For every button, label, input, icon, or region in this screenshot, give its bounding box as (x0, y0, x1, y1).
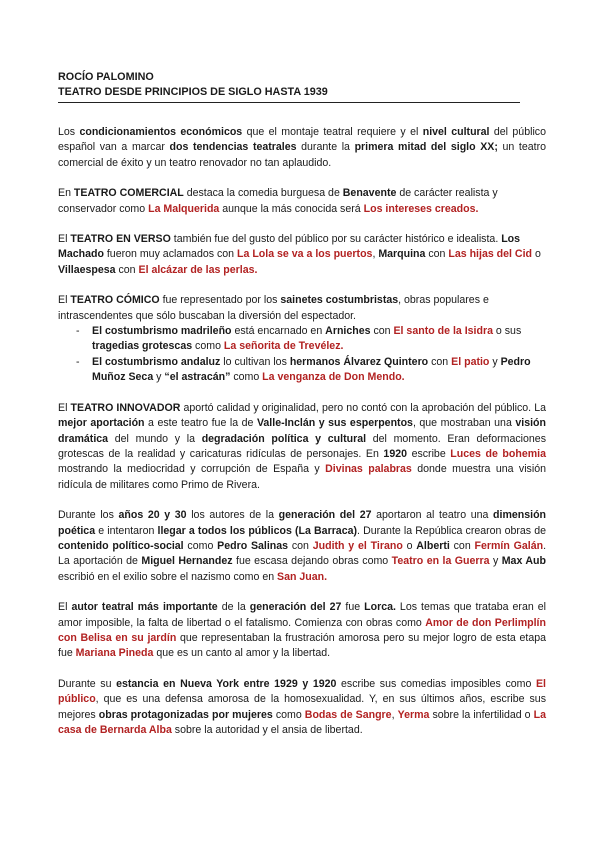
paragraph-teatro-comercial: En TEATRO COMERCIAL destaca la comedia burguesa de Benavente de carácter realista y conservador como La Malquerida aunque la más conocida será Los intereses creados. (58, 187, 498, 215)
paragraph-nueva-york: Durante su estancia en Nueva York entre 1929 y 1920 escribe sus comedias imposibles como El público, que es una defensa amorosa de la homosexualidad. Y, en sus últimos años, escribe sus mejores obras protagonizadas por mujeres como Bodas de Sangre, Yerma sobre la infertilidad o La casa de Bernarda Alba sobre la autoridad y el ansia de libertad. (58, 677, 547, 736)
paragraph-generacion-27: Durante los años 20 y 30 los autores de la generación del 27 aportaron al teatro una dimensión poética e intentaron llegar a todos los públicos (La Barraca). Durante la República crearon obras de contenido político-social como Pedro Salinas con Judith y el Tirano o Alberti con Fermín Galán. La aportación de Miguel Hernandez fue escasa dejando obras como Teatro en la Guerra y Max Aub escribió en el exilio sobre el nazismo como en San Juan. (58, 509, 547, 583)
paragraph-teatro-innovador: El TEATRO INNOVADOR aportó calidad y originalidad, pero no contó con la aprobación del público. La mejor aportación a este teatro fue la de Valle-Inclán y sus esperpentos, que mostraban una visión dramática del mundo y la degradación política y cultural del momento. Eran deformaciones grotescas de la realidad y caricaturas ridículas de personajes. En 1920 escribe Luces de bohemia mostrando la mediocridad y corrupción de España y Divinas palabras donde muestra una visión ridícula de militares como Primo de Rivera. (58, 401, 546, 491)
paragraph-teatro-verso: El TEATRO EN VERSO también fue del gusto del público por su carácter histórico e idealista. Los Machado fueron muy aclamados con La Lola se va a los puertos, Marquina con Las hijas del Cid o Villaespesa con El alcázar de las perlas. (58, 233, 541, 276)
author-name: ROCÍO PALOMINO (58, 71, 154, 83)
list-item: - El costumbrismo andaluz lo cultivan los hermanos Álvarez Quintero con El patio y Pedro Muñoz Seca y “el astracán” como La venganza de Don Mendo. (92, 355, 546, 386)
costumbrismo-list (58, 324, 546, 386)
document-page (58, 70, 546, 738)
document-title: TEATRO DESDE PRINCIPIOS DE SIGLO HASTA 1939 (58, 86, 328, 98)
list-item: - El costumbrismo madrileño está encarnado en Arniches con El santo de la Isidra o sus tragedias grotescas como La señorita de Trevélez. (92, 324, 546, 355)
paragraph-intro: Los condicionamientos económicos que el montaje teatral requiere y el nivel cultural del público español van a marcar dos tendencias teatrales durante la primera mitad del siglo XX; un teatro comercial de éxito y un teatro renovador no tan aplaudido. (58, 126, 546, 169)
paragraph-lorca: El autor teatral más importante de la generación del 27 fue Lorca. Los temas que trataba eran el amor imposible, la falta de libertad o el fatalismo. Comienza con obras como Amor de don Perlimplín con Belisa en su jardín que representaban la frustración amorosa pero su mejor logro de esta etapa fue Mariana Pineda que es un canto al amor y la libertad. (58, 601, 546, 660)
paragraph-teatro-comico: El TEATRO CÓMICO fue representado por los sainetes costumbristas, obras populares e intrascendentes que sólo buscaban la diversión del espectador. (58, 294, 489, 322)
